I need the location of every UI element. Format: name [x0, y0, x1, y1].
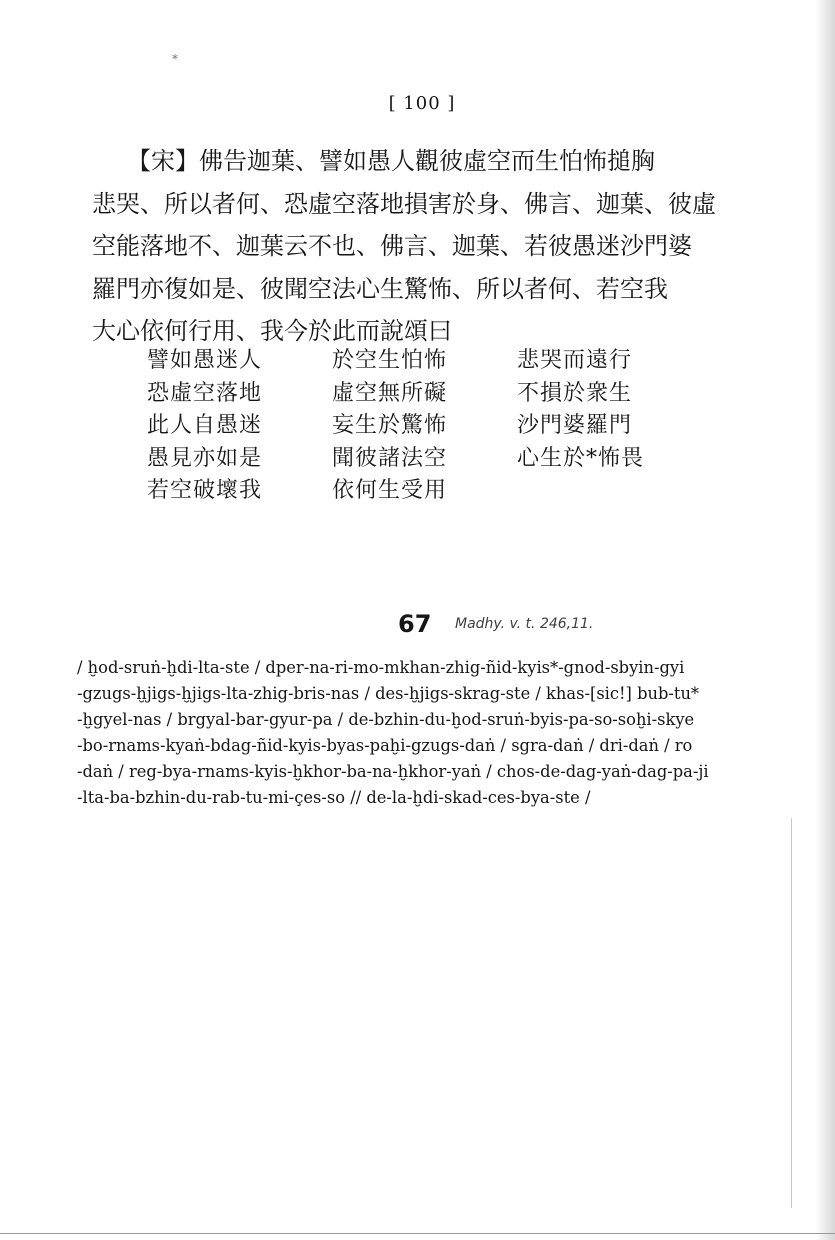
verse-block [147, 345, 707, 508]
tibetan-line: -ḫgyel-nas / brgyal-bar-gyur-pa / de-bzhin-du-ḫod-sruṅ-byis-pa-so-soḫi-skye [77, 710, 695, 729]
verse-line: 此人自愚迷 [147, 413, 263, 438]
prose-line: 空能落地不、迦葉云不也、佛言、迦葉、若彼愚迷沙門婆 [92, 232, 692, 260]
tibetan-line: / ḫod-sruṅ-ḫdi-lta-ste / dper-na-ri-mo-mkhan-zhig-ñid-kyis*-gnod-sbyin-gyi [77, 658, 685, 677]
prose-block [92, 140, 752, 353]
tibetan-block [77, 655, 757, 811]
verse-line: 聞彼諸法空 [332, 445, 448, 471]
tibetan-line: -gzugs-ḫjigs-ḫjigs-lta-zhig-bris-nas / des-ḫjigs-skrag-ste / khas-[sic!] bub-tu* [77, 684, 700, 703]
verse-line: 虛空無所礙 [332, 380, 448, 406]
page-mark: * [172, 52, 178, 66]
verse-line: 愚見亦如是 [147, 445, 263, 471]
verse-line: 沙門婆羅門 [517, 413, 633, 438]
page-number: [ 100 ] [388, 93, 456, 114]
verse-column-1 [147, 345, 332, 508]
verse-line: 依何生受用 [332, 478, 448, 503]
verse-line: 若空破壞我 [147, 478, 263, 503]
verse-column-2 [332, 345, 517, 508]
prose-line: 大心依何行用、我今於此而說頌曰 [92, 317, 452, 345]
right-border-rule [791, 818, 792, 1208]
bottom-border-line [0, 1233, 835, 1234]
section-number: 67 [398, 610, 432, 638]
verse-line: 恐虛空落地 [147, 380, 263, 406]
prose-line: 【宋】佛告迦葉、譬如愚人觀彼虛空而生怕怖搥胸 [127, 147, 655, 175]
handwritten-note: Madhy. v. t. 246,11. [455, 616, 594, 632]
verse-line: 不損於衆生 [517, 380, 633, 406]
verse-column-3 [517, 345, 702, 508]
verse-line: 譬如愚迷人 [147, 348, 263, 373]
verse-line: 心生於*怖畏 [517, 445, 645, 471]
tibetan-line: -bo-rnams-kyaṅ-bdag-ñid-kyis-byas-paḫi-gzugs-daṅ / sgra-daṅ / dri-daṅ / ro [77, 736, 693, 755]
prose-line: 悲哭、所以者何、恐虛空落地損害於身、佛言、迦葉、彼虛 [92, 189, 716, 218]
verse-line: 悲哭而遠行 [517, 348, 633, 373]
tibetan-line: -daṅ / reg-bya-rnams-kyis-ḫkhor-ba-na-ḫkhor-yaṅ / chos-de-dag-yaṅ-dag-pa-ji [77, 762, 709, 781]
prose-line: 羅門亦復如是、彼聞空法心生驚怖、所以者何、若空我 [92, 274, 668, 303]
verse-line: 於空生怕怖 [332, 348, 448, 373]
page-edge-shadow [815, 0, 835, 1240]
tibetan-line: -lta-ba-bzhin-du-rab-tu-mi-çes-so // de-la-ḫdi-skad-ces-bya-ste / [77, 788, 591, 807]
verse-line: 妄生於驚怖 [332, 413, 448, 438]
